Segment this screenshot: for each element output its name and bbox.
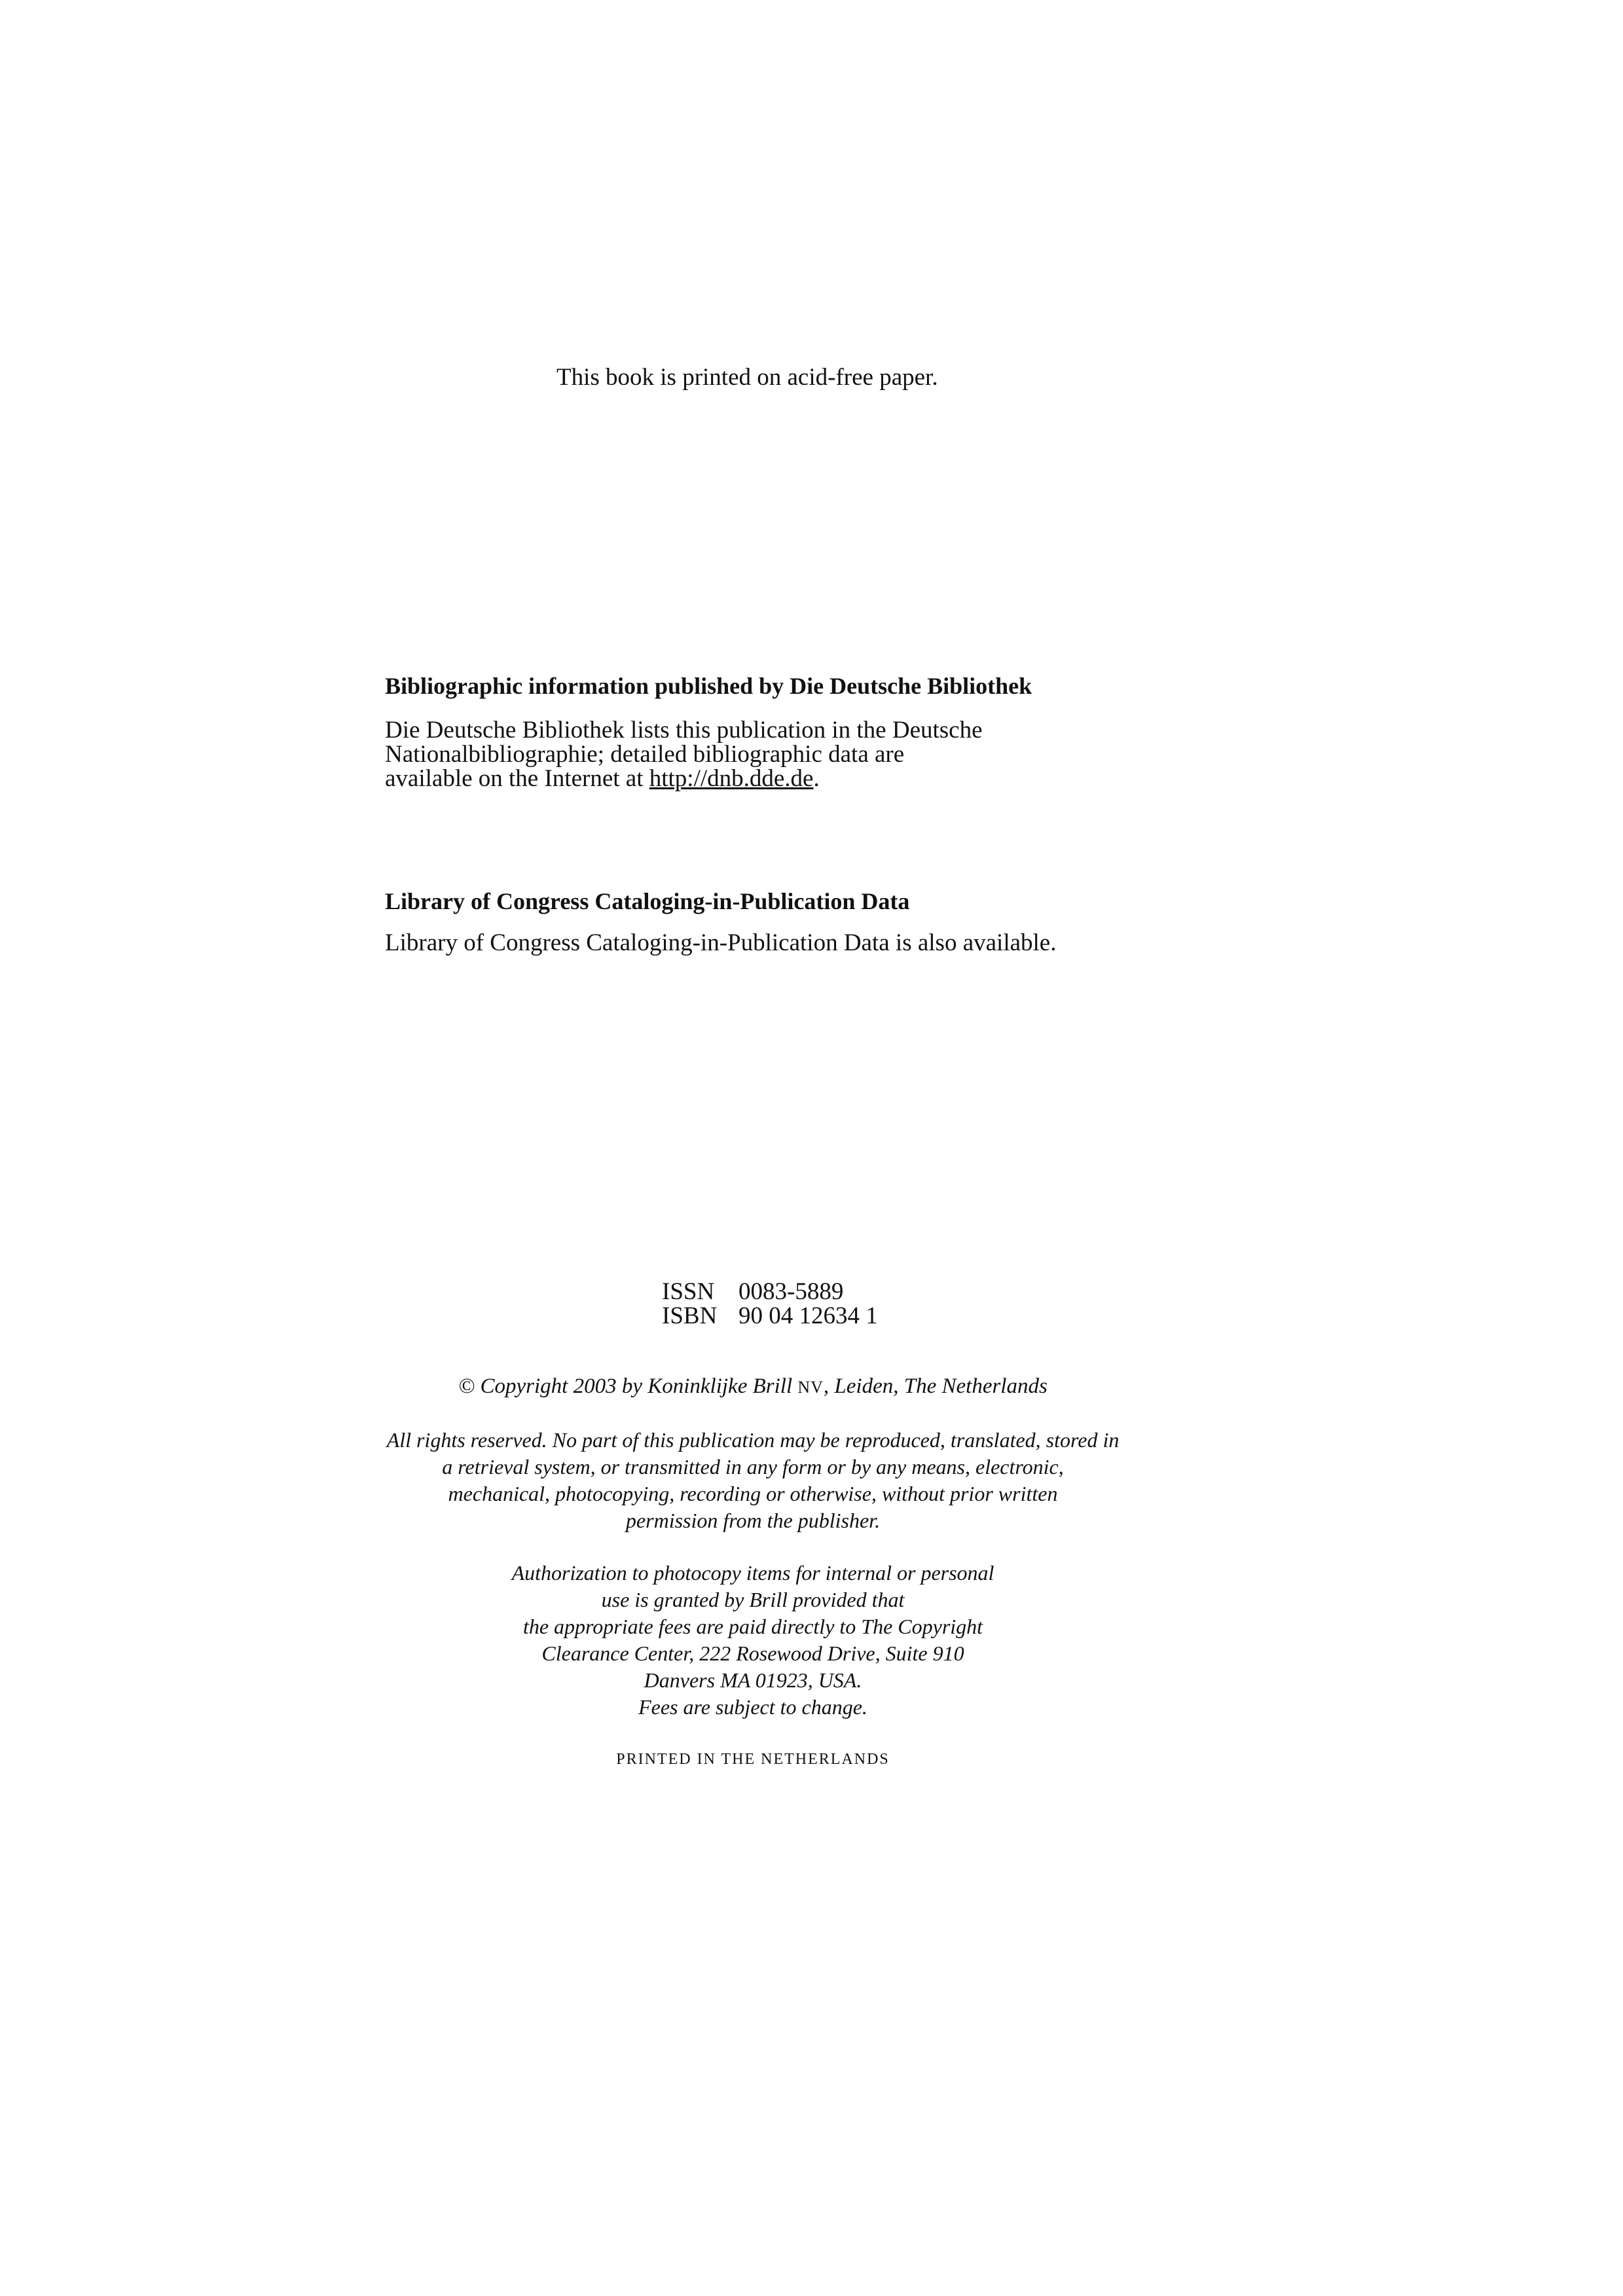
issn-row (662, 1280, 878, 1304)
dnb-section (385, 673, 1032, 791)
acid-free-note: This book is printed on acid-free paper. (556, 364, 938, 391)
loc-heading: Library of Congress Cataloging-in-Publication Data (385, 888, 910, 914)
copyright-nv: NV (797, 1378, 824, 1397)
copyright-line (0, 1374, 1506, 1399)
authorization-line-2: use is granted by Brill provided that (601, 1588, 905, 1611)
printed-in-note: PRINTED IN THE NETHERLANDS (616, 1751, 890, 1768)
rights-statement (0, 1427, 1506, 1534)
dnb-text (385, 718, 1032, 791)
rights-line-3: mechanical, photocopying, recording or otherwise, without prior written (448, 1482, 1058, 1505)
authorization-line-3: the appropriate fees are paid directly to The Copyright (522, 1615, 983, 1638)
rights-line-4: permission from the publisher. (625, 1509, 881, 1532)
dnb-line-2: Nationalbibliographie; detailed bibliographic data are (385, 741, 905, 768)
isbn-label: ISBN (662, 1302, 718, 1329)
copyright-prefix: © Copyright 2003 by Koninklijke Brill (458, 1374, 798, 1398)
dnb-heading: Bibliographic information published by Die Deutsche Bibliothek (385, 673, 1032, 699)
rights-line-1: All rights reserved. No part of this publication may be reproduced, translated, stored in (386, 1428, 1120, 1452)
isbn-row (662, 1304, 878, 1328)
rights-line-2: a retrieval system, or transmitted in any form or by any means, electronic, (442, 1455, 1064, 1479)
isbn-value: 90 04 12634 1 (739, 1302, 878, 1329)
authorization-statement (0, 1560, 1506, 1721)
authorization-line-4: Clearance Center, 222 Rosewood Drive, Suite 910 (541, 1641, 964, 1665)
dnb-line-3-prefix: available on the Internet at (385, 765, 649, 792)
loc-section (385, 888, 1056, 955)
copyright-suffix: , Leiden, The Netherlands (823, 1374, 1048, 1398)
authorization-line-6: Fees are subject to change. (638, 1695, 867, 1719)
identifiers (662, 1280, 878, 1328)
dnb-line-3 (385, 766, 1032, 791)
issn-value: 0083-5889 (739, 1278, 844, 1305)
dnb-line-3-suffix: . (813, 765, 820, 792)
dnb-url-link[interactable]: http://dnb.dde.de (649, 765, 814, 792)
loc-text: Library of Congress Cataloging-in-Publication Data is also available. (385, 929, 1057, 956)
authorization-line-1: Authorization to photocopy items for internal or personal (511, 1561, 994, 1585)
issn-label: ISSN (662, 1278, 715, 1305)
dnb-line-1: Die Deutsche Bibliothek lists this publication in the Deutsche (385, 717, 983, 744)
authorization-line-5: Danvers MA 01923, USA. (644, 1668, 862, 1692)
